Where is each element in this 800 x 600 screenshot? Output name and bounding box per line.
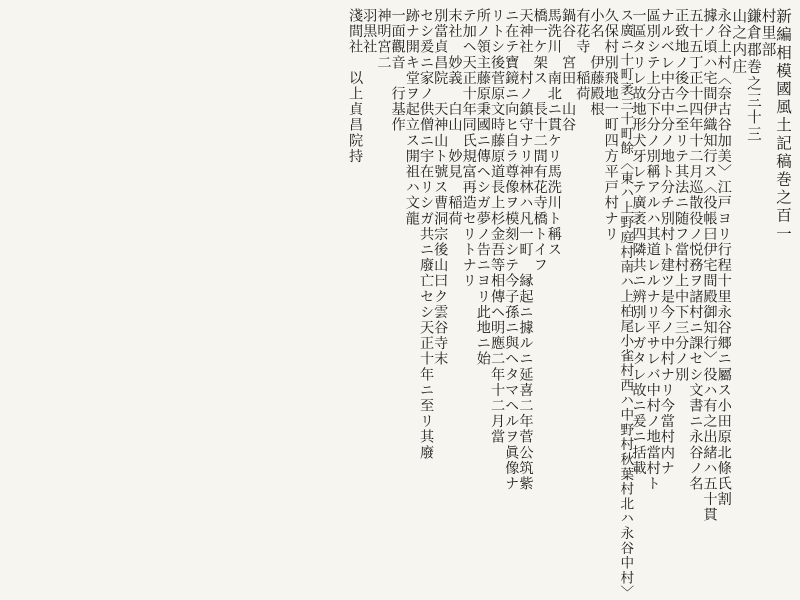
text-column: テ加ヘ天正十年同氏規富再造セリトナリ [460,8,477,289]
text-column: 所ノ領主藤原秉國ニ傳ヘシガ夢ノ告ニヨリ此地ニ始 [474,8,491,367]
text-column: 據ノ頃ハ宅間伊織知行ス〈役帳曰伊宅間殿御知行〉役ハ有之出緒ハ五十貫 [701,8,718,523]
text-column: 一面觀音 行基作 [389,8,406,133]
text-column: ニ在テ寶鏡ニ向ヒ自ラ尊像ヲ模刻シテ今子孫ニ與ヘタマヘルヲ眞像ナ [503,8,520,492]
text-column: 永谷上村〈奈古谷加美〉江戸ヨリ行程十里永谷郷ニ屬ス小田原北條氏割 [715,8,732,508]
volume-heading: 鎌倉郡巻之三十三 [744,8,762,144]
text-column: ス廣ニ十町袤三十町餘〈東ハ上野庭村南ハ上柏尾小雀村西ハ中野村秋葉村北ハ永谷中村〉 [617,8,634,600]
text-column: 鍋谷 宮田 山谷 [560,8,577,133]
section-heading: 村里部 [759,8,777,59]
text-column: リトシ後菅原文時藤原道長上杉金吾等相傳ヘ明應二年十二月當 [489,8,506,445]
text-column: 神明宮二 [375,8,392,71]
region-heading: 山之内庄 [730,8,748,76]
text-column: 跡ナ開キ堂ヲ起立ス開祖ハ文龍 [403,8,420,227]
text-column: 正致地ノ後今ニ至リテ其法ニ随フ當村上中下三分ノ別 [673,8,690,383]
text-column: ナルベレ中古中分ノ地ト分チ別村ト建ツ是今ノ中村ナリ今當村内ナ [658,8,675,476]
text-column: 一區タリレ故地形犬牙レテ廣袤四隣共ニ辨別レガタレ故ニ爰ニ括載 [630,8,647,476]
text-column: 天神社 村ノ鎮守ナリ神林ハ凡一町 縁起ニ據ルニ延喜二年菅公筑紫 [517,8,534,492]
text-column: 淺間社 以上貞昌院持 [347,8,364,164]
document-title: 新編相模國風土記稿巻之百一 [774,8,792,244]
text-column: 有花寺 稲荷 [574,8,591,102]
text-column: 馬洗川 南北ニ貫ケリ馬洗川ト稱ス [545,8,562,258]
text-column: セシ爰ニ家ノ供僧ニ宇在リシガ共ニ廢亡セシ天正十年ニ至リ其廢 [418,8,435,461]
text-column: 橋一ケ架ス 長十二間有花寺橋トイフ [531,8,548,274]
text-column: 羽黒社 [361,8,378,55]
text-column: 末社 妙義 白山 妙見 稲荷 [446,8,463,227]
text-column: 小名 伊藤殿根 [588,8,605,118]
text-column: 五十五丁正十四年十二月巡散役ノ悦務ヲ諸村ニ課セシ文書ニ永谷ノ名 [687,8,704,492]
text-column: 區別シテ上分下分ノ別稱アルハ其道レルナリ平サレバ中村ノ地當村ト [644,8,661,492]
text-column: 別當貞昌院 天神山ト號ス曹洞宗後山曰ク雲谷寺末 [432,8,449,367]
text-column: 久保村別飛地一町四方平戸村ナリ [602,8,619,242]
